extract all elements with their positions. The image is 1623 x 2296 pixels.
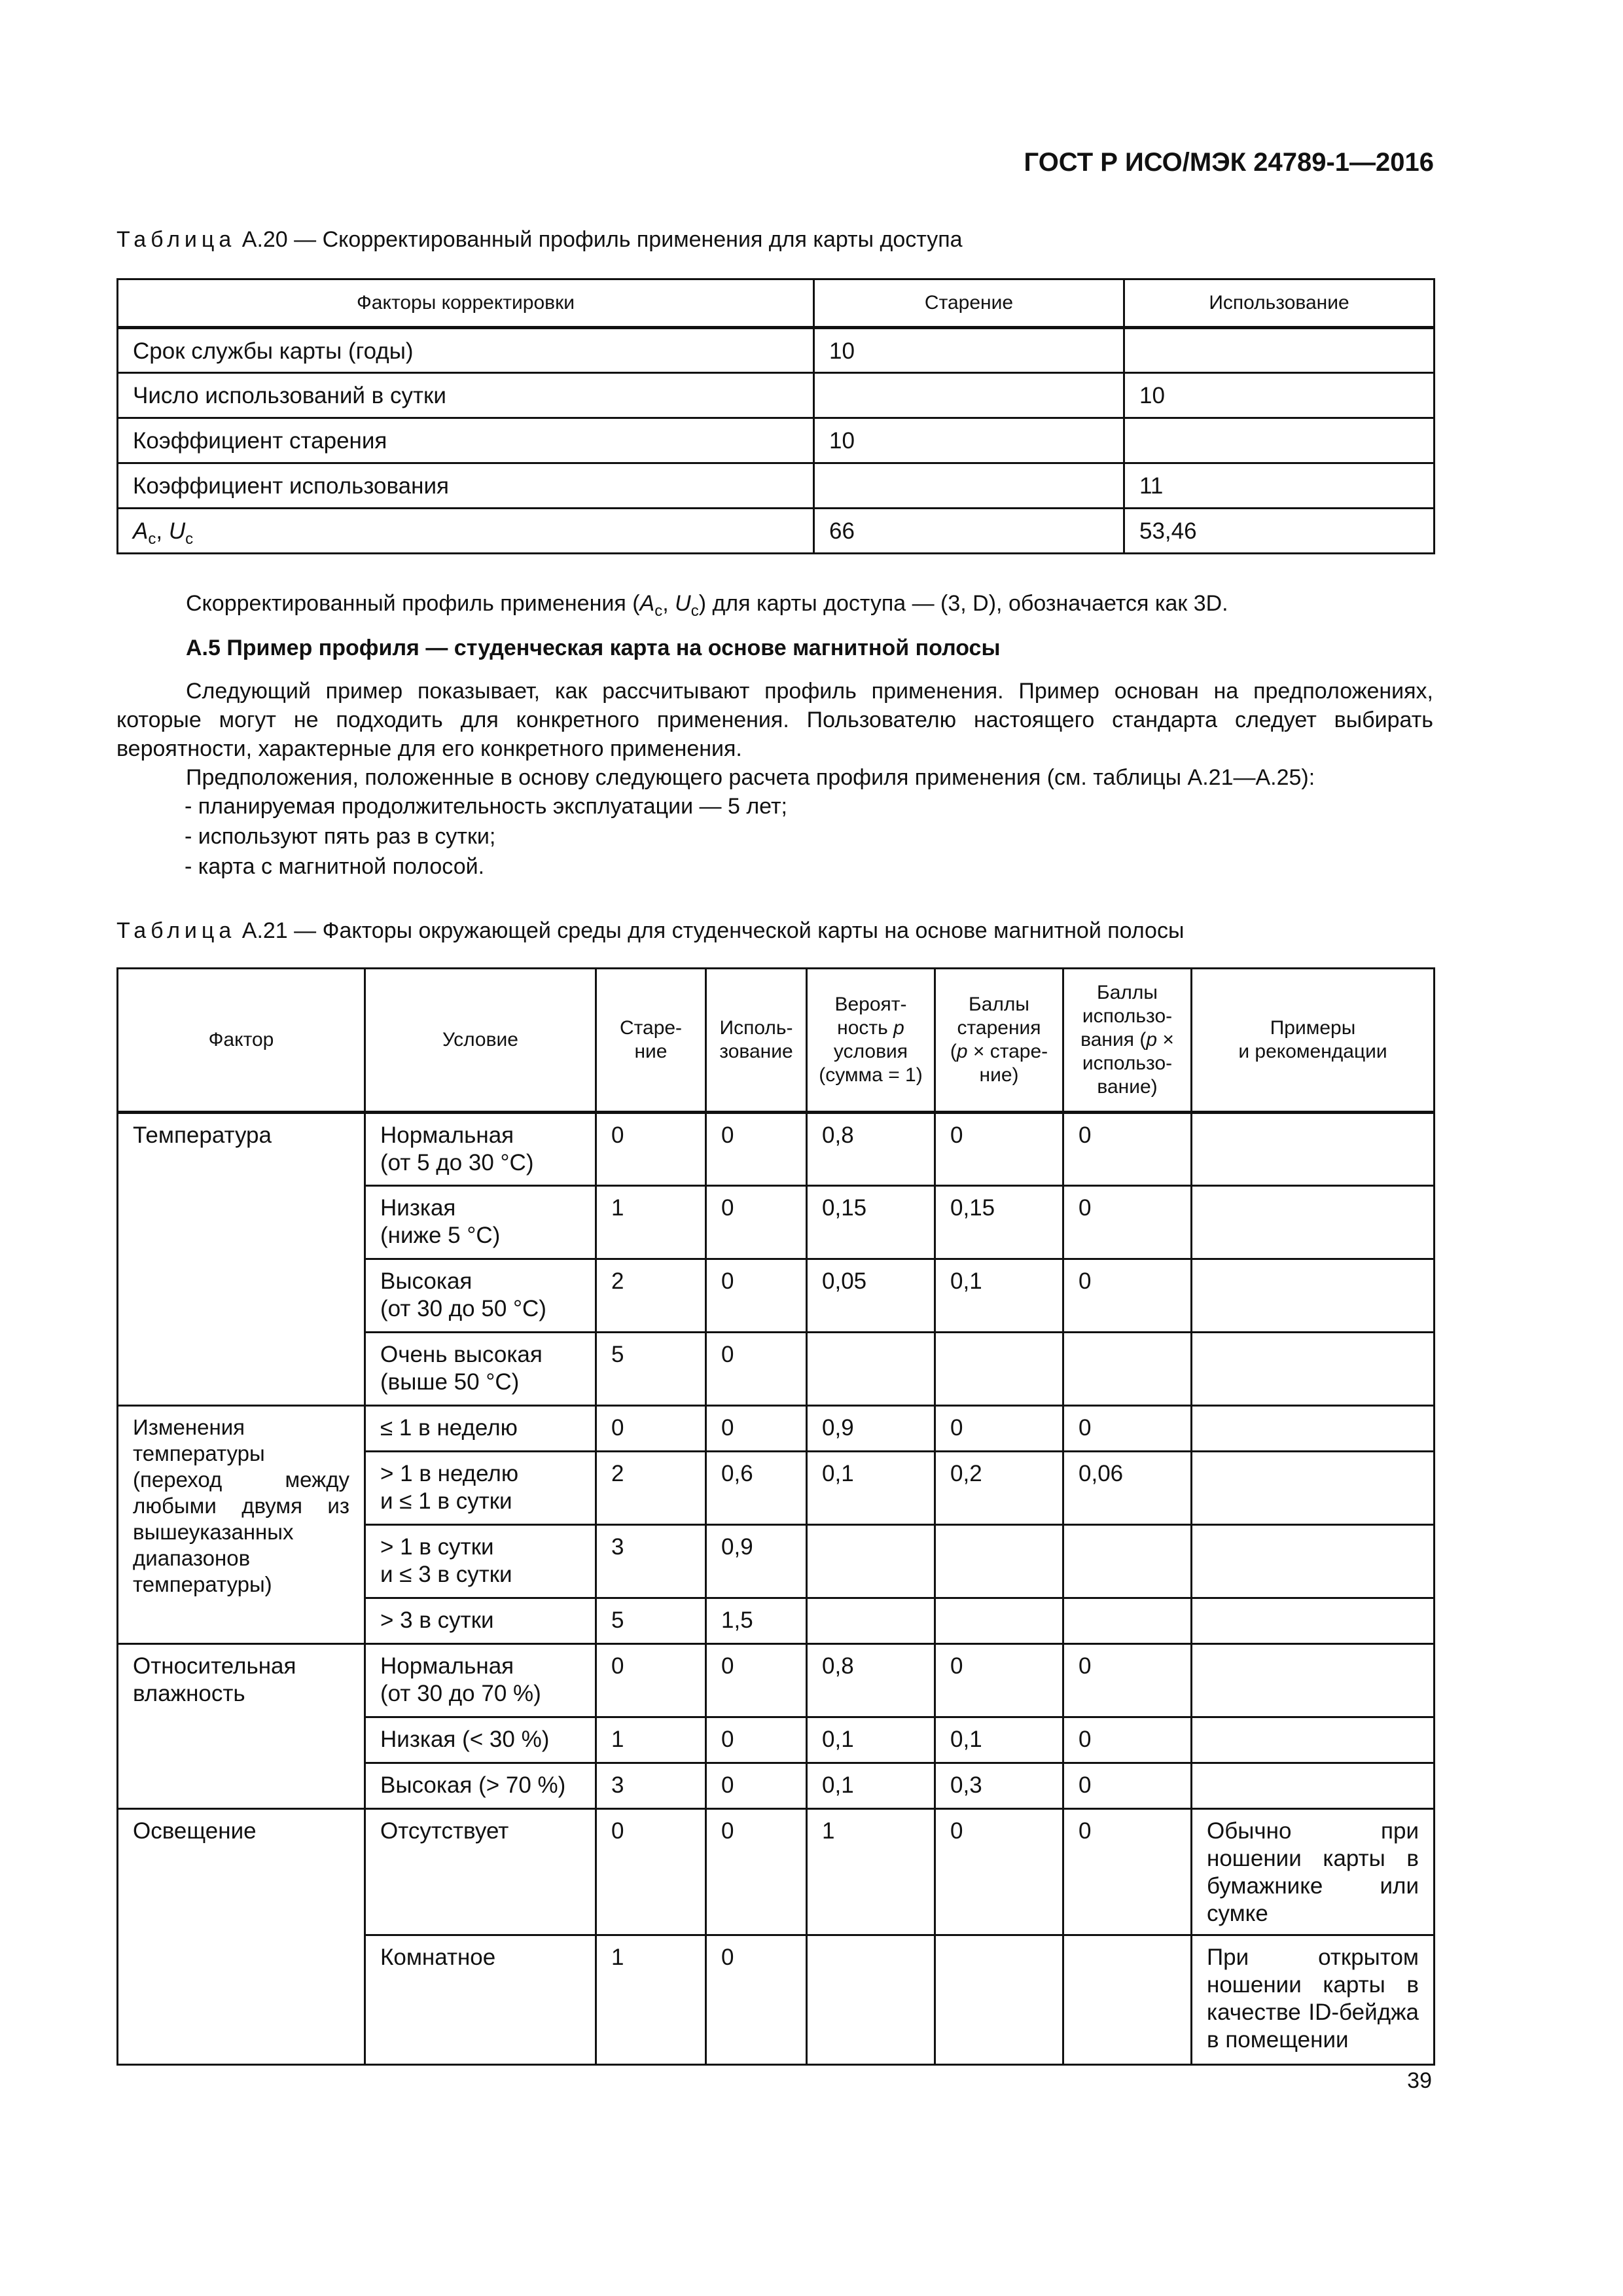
table-a20-caption-word: Таблица (116, 227, 236, 252)
profile-summary-paragraph: Скорректированный профиль применения ($A_c$, $U_c$) для карты доступа — (3, D), обозначается как 3D. (186, 591, 1228, 620)
aging-cell: 0 (596, 1406, 706, 1452)
probability-cell: 0,1 (807, 1717, 935, 1763)
examples-cell (1192, 1598, 1435, 1644)
table-row (118, 463, 1435, 509)
probability-cell: 0,1 (807, 1763, 935, 1809)
factor-lighting: Освещение (118, 1809, 365, 2065)
row-label: Коэффициент старения (118, 418, 814, 463)
table-a21 (116, 967, 1435, 2066)
aging-value (814, 373, 1124, 418)
usage-cell: 0,6 (706, 1452, 807, 1525)
condition-cell: Нормальная (от 5 до 30 °C) (365, 1113, 596, 1186)
aging-points-cell (935, 1935, 1063, 2065)
header-usage: Исполь- зование (706, 969, 807, 1113)
row-label: Срок службы карты (годы) (118, 328, 814, 373)
aging-points-cell: 0,1 (935, 1717, 1063, 1763)
aging-points-cell: 0 (935, 1406, 1063, 1452)
aging-points-cell: 0,15 (935, 1186, 1063, 1259)
examples-cell (1192, 1717, 1435, 1763)
usage-cell: 0,9 (706, 1525, 807, 1598)
probability-cell: 0,9 (807, 1406, 935, 1452)
aging-points-cell: 0,2 (935, 1452, 1063, 1525)
row-label: Коэффициент использования (118, 463, 814, 509)
probability-cell: 1 (807, 1809, 935, 1935)
usage-cell: 0 (706, 1186, 807, 1259)
aging-cell: 1 (596, 1717, 706, 1763)
probability-cell: 0,05 (807, 1259, 935, 1333)
usage-points-cell: 0,06 (1063, 1452, 1192, 1525)
aging-cell: 0 (596, 1644, 706, 1717)
header-examples: Примеры и рекомендации (1192, 969, 1435, 1113)
probability-cell (807, 1598, 935, 1644)
probability-cell: 0,15 (807, 1186, 935, 1259)
usage-cell: 0 (706, 1763, 807, 1809)
header-usage: Использование (1124, 279, 1435, 328)
usage-cell: 0 (706, 1259, 807, 1333)
aging-points-cell: 0 (935, 1113, 1063, 1186)
table-row-totals (118, 509, 1435, 554)
usage-cell: 0 (706, 1935, 807, 2065)
aging-cell: 0 (596, 1809, 706, 1935)
examples-cell (1192, 1763, 1435, 1809)
examples-cell (1192, 1406, 1435, 1452)
condition-cell: ≤ 1 в неделю (365, 1406, 596, 1452)
condition-cell: > 1 в неделю и ≤ 1 в сутки (365, 1452, 596, 1525)
examples-cell: При открытом ношении карты в качестве ID-бейджа в помещении (1192, 1935, 1435, 2065)
aging-cell: 3 (596, 1763, 706, 1809)
aging-cell: 2 (596, 1452, 706, 1525)
aging-points-cell: 0 (935, 1809, 1063, 1935)
table-row (118, 1644, 1435, 1717)
header-aging-points: Баллы старения (p × старе- ние) (935, 969, 1063, 1113)
condition-cell: Высокая (от 30 до 50 °C) (365, 1259, 596, 1333)
list-item: - используют пять раз в сутки; (185, 824, 496, 849)
usage-points-cell: 0 (1063, 1717, 1192, 1763)
usage-cell: 0 (706, 1333, 807, 1406)
aging-total: 66 (814, 509, 1124, 554)
aging-points-cell: 0,1 (935, 1259, 1063, 1333)
aging-cell: 5 (596, 1598, 706, 1644)
list-item: - планируемая продолжительность эксплуатации — 5 лет; (185, 794, 787, 819)
aging-points-cell: 0,3 (935, 1763, 1063, 1809)
examples-cell (1192, 1186, 1435, 1259)
probability-cell (807, 1935, 935, 2065)
aging-cell: 0 (596, 1113, 706, 1186)
table-a20-caption (116, 226, 963, 253)
usage-points-cell: 0 (1063, 1113, 1192, 1186)
table-row (118, 373, 1435, 418)
usage-points-cell (1063, 1935, 1192, 2065)
usage-total: 53,46 (1124, 509, 1435, 554)
factor-temperature: Температура (118, 1113, 365, 1406)
probability-cell (807, 1333, 935, 1406)
aging-cell: 2 (596, 1259, 706, 1333)
usage-value: 10 (1124, 373, 1435, 418)
usage-cell: 0 (706, 1717, 807, 1763)
probability-cell (807, 1525, 935, 1598)
usage-points-cell (1063, 1333, 1192, 1406)
assumptions-paragraph: Предположения, положенные в основу следующего расчета профиля применения (см. таблицы А.21—А.25): (186, 765, 1315, 790)
table-row (118, 328, 1435, 373)
table-a20 (116, 278, 1435, 554)
page-number: 39 (1407, 2068, 1432, 2093)
row-label-ac-uc: $A_c$, $U_c$ (118, 509, 814, 554)
probability-cell: 0,8 (807, 1113, 935, 1186)
table-a21-caption (116, 918, 1184, 944)
aging-points-cell (935, 1598, 1063, 1644)
table-a21-header-row (118, 969, 1435, 1113)
usage-points-cell: 0 (1063, 1809, 1192, 1935)
aging-cell: 1 (596, 1186, 706, 1259)
header-factor: Фактор (118, 969, 365, 1113)
usage-points-cell: 0 (1063, 1644, 1192, 1717)
header-aging: Старе- ние (596, 969, 706, 1113)
condition-cell: > 3 в сутки (365, 1598, 596, 1644)
examples-cell (1192, 1259, 1435, 1333)
list-item: - карта с магнитной полосой. (185, 854, 485, 879)
document-code: ГОСТ Р ИСО/МЭК 24789-1—2016 (1024, 148, 1434, 177)
usage-cell: 0 (706, 1644, 807, 1717)
condition-cell: > 1 в сутки и ≤ 3 в сутки (365, 1525, 596, 1598)
factor-relative-humidity: Относительная влажность (118, 1644, 365, 1809)
probability-cell: 0,1 (807, 1452, 935, 1525)
usage-points-cell: 0 (1063, 1406, 1192, 1452)
usage-points-cell: 0 (1063, 1259, 1192, 1333)
usage-cell: 0 (706, 1113, 807, 1186)
examples-cell: Обычно при ношении карты в бумажнике или сумке (1192, 1809, 1435, 1935)
examples-cell (1192, 1333, 1435, 1406)
aging-cell: 1 (596, 1935, 706, 2065)
row-label: Число использований в сутки (118, 373, 814, 418)
header-usage-points: Баллы использо- вания (p × использо- вание) (1063, 969, 1192, 1113)
table-a21-caption-text: А.21 — Факторы окружающей среды для студенческой карты на основе магнитной полосы (241, 918, 1185, 943)
header-probability: Вероят- ность p условия (сумма = 1) (807, 969, 935, 1113)
usage-points-cell (1063, 1525, 1192, 1598)
table-a20-caption-text: А.20 — Скорректированный профиль применения для карты доступа (241, 227, 963, 252)
header-aging: Старение (814, 279, 1124, 328)
header-adjustment-factors: Факторы корректировки (118, 279, 814, 328)
condition-cell: Очень высокая (выше 50 °C) (365, 1333, 596, 1406)
header-condition: Условие (365, 969, 596, 1113)
usage-points-cell: 0 (1063, 1186, 1192, 1259)
section-heading: А.5 Пример профиля — студенческая карта на основе магнитной полосы (186, 636, 1001, 660)
usage-value (1124, 328, 1435, 373)
condition-cell: Нормальная (от 30 до 70 %) (365, 1644, 596, 1717)
usage-value: 11 (1124, 463, 1435, 509)
aging-points-cell (935, 1525, 1063, 1598)
examples-cell (1192, 1452, 1435, 1525)
aging-value: 10 (814, 418, 1124, 463)
example-paragraph: Следующий пример показывает, как рассчитывают профиль применения. Пример основан на предположениях, которые могут не подходить для конкретного применения. Пользователю настоящего стандарта следует выбирать вероятности, характерные для его конкретного применения. (116, 679, 1433, 761)
aging-value (814, 463, 1124, 509)
condition-cell: Высокая (> 70 %) (365, 1763, 596, 1809)
aging-points-cell: 0 (935, 1644, 1063, 1717)
usage-cell: 1,5 (706, 1598, 807, 1644)
condition-cell: Отсутствует (365, 1809, 596, 1935)
factor-temperature-changes: Изменения температуры (переход между любыми двумя из вышеуказанных диапазонов температуры) (118, 1406, 365, 1644)
usage-cell: 0 (706, 1809, 807, 1935)
probability-cell: 0,8 (807, 1644, 935, 1717)
examples-cell (1192, 1644, 1435, 1717)
aging-cell: 3 (596, 1525, 706, 1598)
condition-cell: Комнатное (365, 1935, 596, 2065)
condition-cell: Низкая (< 30 %) (365, 1717, 596, 1763)
aging-value: 10 (814, 328, 1124, 373)
usage-points-cell (1063, 1598, 1192, 1644)
aging-cell: 5 (596, 1333, 706, 1406)
condition-cell: Низкая (ниже 5 °C) (365, 1186, 596, 1259)
table-row (118, 1406, 1435, 1452)
table-a21-caption-word: Таблица (116, 918, 236, 943)
usage-value (1124, 418, 1435, 463)
table-row (118, 418, 1435, 463)
aging-points-cell (935, 1333, 1063, 1406)
table-a20-header-row (118, 279, 1435, 328)
usage-points-cell: 0 (1063, 1763, 1192, 1809)
usage-cell: 0 (706, 1406, 807, 1452)
table-row (118, 1809, 1435, 1935)
examples-cell (1192, 1113, 1435, 1186)
examples-cell (1192, 1525, 1435, 1598)
table-row (118, 1113, 1435, 1186)
